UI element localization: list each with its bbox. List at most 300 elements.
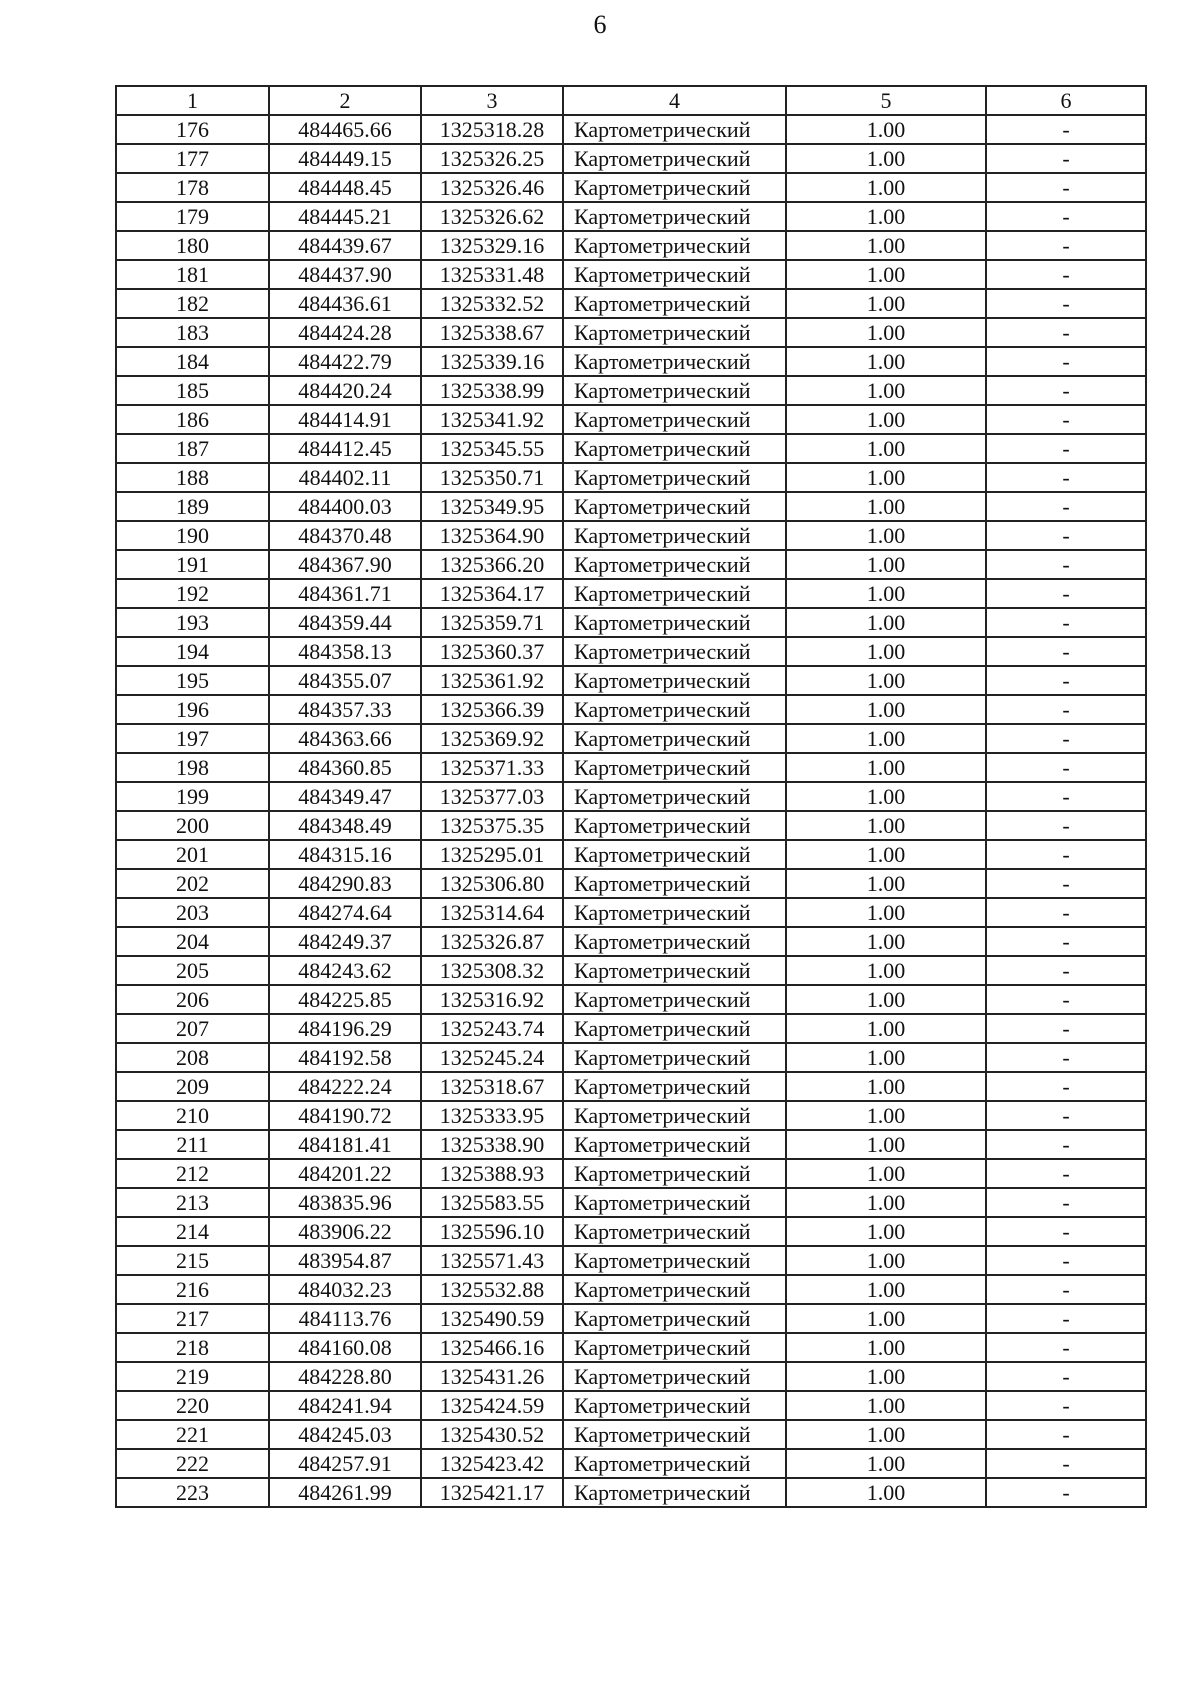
cell-x-coordinate: 484359.44 — [269, 608, 421, 637]
cell-method: Картометрический — [563, 579, 786, 608]
cell-y-coordinate: 1325345.55 — [421, 434, 563, 463]
cell-x-coordinate: 484367.90 — [269, 550, 421, 579]
cell-method: Картометрический — [563, 289, 786, 318]
cell-accuracy: 1.00 — [786, 492, 986, 521]
cell-method: Картометрический — [563, 347, 786, 376]
table-row — [116, 753, 1146, 782]
cell-x-coordinate: 484445.21 — [269, 202, 421, 231]
cell-method: Картометрический — [563, 1478, 786, 1507]
table-row — [116, 666, 1146, 695]
cell-point-number: 198 — [116, 753, 269, 782]
cell-method: Картометрический — [563, 1391, 786, 1420]
cell-method: Картометрический — [563, 1130, 786, 1159]
table-row — [116, 869, 1146, 898]
cell-y-coordinate: 1325318.67 — [421, 1072, 563, 1101]
cell-x-coordinate: 484449.15 — [269, 144, 421, 173]
cell-accuracy: 1.00 — [786, 1130, 986, 1159]
cell-y-coordinate: 1325341.92 — [421, 405, 563, 434]
table-row — [116, 637, 1146, 666]
cell-accuracy: 1.00 — [786, 637, 986, 666]
cell-point-number: 206 — [116, 985, 269, 1014]
cell-accuracy: 1.00 — [786, 289, 986, 318]
cell-y-coordinate: 1325326.46 — [421, 173, 563, 202]
cell-point-number: 185 — [116, 376, 269, 405]
cell-y-coordinate: 1325329.16 — [421, 231, 563, 260]
table-row — [116, 1246, 1146, 1275]
table-row — [116, 376, 1146, 405]
cell-point-number: 217 — [116, 1304, 269, 1333]
cell-note: - — [986, 1043, 1146, 1072]
cell-x-coordinate: 484414.91 — [269, 405, 421, 434]
table-row — [116, 347, 1146, 376]
cell-accuracy: 1.00 — [786, 260, 986, 289]
cell-accuracy: 1.00 — [786, 115, 986, 144]
table-row — [116, 1014, 1146, 1043]
cell-method: Картометрический — [563, 1217, 786, 1246]
cell-note: - — [986, 608, 1146, 637]
cell-y-coordinate: 1325245.24 — [421, 1043, 563, 1072]
cell-note: - — [986, 782, 1146, 811]
cell-method: Картометрический — [563, 173, 786, 202]
cell-x-coordinate: 484439.67 — [269, 231, 421, 260]
cell-note: - — [986, 637, 1146, 666]
cell-method: Картометрический — [563, 1188, 786, 1217]
cell-note: - — [986, 985, 1146, 1014]
cell-y-coordinate: 1325361.92 — [421, 666, 563, 695]
cell-note: - — [986, 173, 1146, 202]
cell-point-number: 191 — [116, 550, 269, 579]
cell-point-number: 216 — [116, 1275, 269, 1304]
table-row — [116, 289, 1146, 318]
cell-y-coordinate: 1325532.88 — [421, 1275, 563, 1304]
cell-accuracy: 1.00 — [786, 1246, 986, 1275]
cell-method: Картометрический — [563, 666, 786, 695]
cell-y-coordinate: 1325377.03 — [421, 782, 563, 811]
cell-accuracy: 1.00 — [786, 1217, 986, 1246]
table-row — [116, 1217, 1146, 1246]
table-row — [116, 608, 1146, 637]
cell-note: - — [986, 1304, 1146, 1333]
cell-x-coordinate: 484465.66 — [269, 115, 421, 144]
cell-note: - — [986, 376, 1146, 405]
cell-point-number: 212 — [116, 1159, 269, 1188]
cell-x-coordinate: 484349.47 — [269, 782, 421, 811]
cell-method: Картометрический — [563, 144, 786, 173]
header-cell-2: 2 — [269, 86, 421, 115]
cell-x-coordinate: 484222.24 — [269, 1072, 421, 1101]
cell-note: - — [986, 1333, 1146, 1362]
cell-accuracy: 1.00 — [786, 840, 986, 869]
cell-note: - — [986, 550, 1146, 579]
cell-method: Картометрический — [563, 376, 786, 405]
cell-x-coordinate: 484190.72 — [269, 1101, 421, 1130]
table-row — [116, 318, 1146, 347]
cell-accuracy: 1.00 — [786, 695, 986, 724]
cell-x-coordinate: 484228.80 — [269, 1362, 421, 1391]
cell-accuracy: 1.00 — [786, 1188, 986, 1217]
cell-point-number: 221 — [116, 1420, 269, 1449]
cell-method: Картометрический — [563, 405, 786, 434]
cell-point-number: 201 — [116, 840, 269, 869]
cell-y-coordinate: 1325318.28 — [421, 115, 563, 144]
cell-note: - — [986, 666, 1146, 695]
cell-x-coordinate: 484436.61 — [269, 289, 421, 318]
cell-y-coordinate: 1325339.16 — [421, 347, 563, 376]
cell-note: - — [986, 202, 1146, 231]
cell-y-coordinate: 1325306.80 — [421, 869, 563, 898]
cell-accuracy: 1.00 — [786, 608, 986, 637]
header-cell-1: 1 — [116, 86, 269, 115]
cell-accuracy: 1.00 — [786, 1420, 986, 1449]
table-row — [116, 1072, 1146, 1101]
cell-y-coordinate: 1325331.48 — [421, 260, 563, 289]
cell-accuracy: 1.00 — [786, 376, 986, 405]
cell-point-number: 183 — [116, 318, 269, 347]
cell-method: Картометрический — [563, 1362, 786, 1391]
cell-point-number: 211 — [116, 1130, 269, 1159]
cell-accuracy: 1.00 — [786, 753, 986, 782]
cell-x-coordinate: 484424.28 — [269, 318, 421, 347]
cell-y-coordinate: 1325326.25 — [421, 144, 563, 173]
page-number: 6 — [593, 10, 607, 39]
cell-note: - — [986, 260, 1146, 289]
cell-x-coordinate: 484160.08 — [269, 1333, 421, 1362]
table-row — [116, 1420, 1146, 1449]
cell-x-coordinate: 484290.83 — [269, 869, 421, 898]
cell-x-coordinate: 484360.85 — [269, 753, 421, 782]
cell-x-coordinate: 484355.07 — [269, 666, 421, 695]
cell-point-number: 207 — [116, 1014, 269, 1043]
cell-method: Картометрический — [563, 260, 786, 289]
cell-x-coordinate: 484412.45 — [269, 434, 421, 463]
table-header — [116, 86, 1146, 115]
cell-x-coordinate: 483835.96 — [269, 1188, 421, 1217]
cell-method: Картометрический — [563, 1304, 786, 1333]
coordinates-table — [115, 85, 1147, 1508]
cell-method: Картометрический — [563, 1420, 786, 1449]
cell-note: - — [986, 492, 1146, 521]
table-row — [116, 579, 1146, 608]
table-row — [116, 985, 1146, 1014]
cell-note: - — [986, 579, 1146, 608]
cell-accuracy: 1.00 — [786, 144, 986, 173]
cell-point-number: 180 — [116, 231, 269, 260]
cell-method: Картометрический — [563, 811, 786, 840]
cell-x-coordinate: 484241.94 — [269, 1391, 421, 1420]
cell-note: - — [986, 405, 1146, 434]
cell-method: Картометрический — [563, 840, 786, 869]
cell-accuracy: 1.00 — [786, 550, 986, 579]
cell-point-number: 178 — [116, 173, 269, 202]
table-row — [116, 434, 1146, 463]
cell-y-coordinate: 1325338.67 — [421, 318, 563, 347]
header-row — [116, 86, 1146, 115]
cell-y-coordinate: 1325490.59 — [421, 1304, 563, 1333]
cell-y-coordinate: 1325295.01 — [421, 840, 563, 869]
cell-method: Картометрический — [563, 1043, 786, 1072]
table-row — [116, 840, 1146, 869]
cell-y-coordinate: 1325596.10 — [421, 1217, 563, 1246]
cell-y-coordinate: 1325421.17 — [421, 1478, 563, 1507]
cell-point-number: 194 — [116, 637, 269, 666]
cell-method: Картометрический — [563, 521, 786, 550]
cell-y-coordinate: 1325243.74 — [421, 1014, 563, 1043]
table-body — [116, 115, 1146, 1507]
cell-x-coordinate: 483906.22 — [269, 1217, 421, 1246]
cell-method: Картометрический — [563, 1246, 786, 1275]
cell-y-coordinate: 1325359.71 — [421, 608, 563, 637]
cell-x-coordinate: 484225.85 — [269, 985, 421, 1014]
cell-y-coordinate: 1325388.93 — [421, 1159, 563, 1188]
cell-method: Картометрический — [563, 927, 786, 956]
header-cell-6: 6 — [986, 86, 1146, 115]
cell-note: - — [986, 724, 1146, 753]
table-row — [116, 695, 1146, 724]
cell-y-coordinate: 1325338.99 — [421, 376, 563, 405]
cell-note: - — [986, 1449, 1146, 1478]
cell-x-coordinate: 484243.62 — [269, 956, 421, 985]
cell-method: Картометрический — [563, 608, 786, 637]
table-row — [116, 956, 1146, 985]
cell-y-coordinate: 1325364.90 — [421, 521, 563, 550]
cell-x-coordinate: 484196.29 — [269, 1014, 421, 1043]
cell-y-coordinate: 1325583.55 — [421, 1188, 563, 1217]
table-row — [116, 1043, 1146, 1072]
cell-y-coordinate: 1325360.37 — [421, 637, 563, 666]
cell-accuracy: 1.00 — [786, 898, 986, 927]
cell-note: - — [986, 1014, 1146, 1043]
cell-point-number: 200 — [116, 811, 269, 840]
cell-note: - — [986, 521, 1146, 550]
cell-note: - — [986, 840, 1146, 869]
cell-point-number: 196 — [116, 695, 269, 724]
cell-method: Картометрический — [563, 1072, 786, 1101]
cell-point-number: 208 — [116, 1043, 269, 1072]
cell-note: - — [986, 347, 1146, 376]
cell-method: Картометрический — [563, 115, 786, 144]
cell-accuracy: 1.00 — [786, 579, 986, 608]
cell-point-number: 189 — [116, 492, 269, 521]
cell-y-coordinate: 1325308.32 — [421, 956, 563, 985]
cell-y-coordinate: 1325431.26 — [421, 1362, 563, 1391]
cell-point-number: 195 — [116, 666, 269, 695]
cell-y-coordinate: 1325333.95 — [421, 1101, 563, 1130]
cell-point-number: 203 — [116, 898, 269, 927]
cell-x-coordinate: 484274.64 — [269, 898, 421, 927]
cell-note: - — [986, 1478, 1146, 1507]
table-row — [116, 405, 1146, 434]
cell-note: - — [986, 1391, 1146, 1420]
cell-y-coordinate: 1325366.20 — [421, 550, 563, 579]
cell-y-coordinate: 1325371.33 — [421, 753, 563, 782]
header-cell-3: 3 — [421, 86, 563, 115]
cell-y-coordinate: 1325366.39 — [421, 695, 563, 724]
cell-point-number: 176 — [116, 115, 269, 144]
cell-x-coordinate: 484402.11 — [269, 463, 421, 492]
cell-method: Картометрический — [563, 956, 786, 985]
table-row — [116, 927, 1146, 956]
cell-note: - — [986, 695, 1146, 724]
table-row — [116, 724, 1146, 753]
cell-method: Картометрический — [563, 985, 786, 1014]
cell-note: - — [986, 289, 1146, 318]
cell-method: Картометрический — [563, 1101, 786, 1130]
cell-y-coordinate: 1325326.87 — [421, 927, 563, 956]
table-row — [116, 1275, 1146, 1304]
cell-x-coordinate: 484361.71 — [269, 579, 421, 608]
cell-note: - — [986, 434, 1146, 463]
cell-x-coordinate: 484422.79 — [269, 347, 421, 376]
cell-accuracy: 1.00 — [786, 1478, 986, 1507]
cell-point-number: 199 — [116, 782, 269, 811]
cell-note: - — [986, 1159, 1146, 1188]
cell-point-number: 204 — [116, 927, 269, 956]
table-row — [116, 260, 1146, 289]
cell-note: - — [986, 1101, 1146, 1130]
cell-y-coordinate: 1325350.71 — [421, 463, 563, 492]
cell-method: Картометрический — [563, 1159, 786, 1188]
cell-x-coordinate: 484261.99 — [269, 1478, 421, 1507]
cell-x-coordinate: 484192.58 — [269, 1043, 421, 1072]
cell-y-coordinate: 1325338.90 — [421, 1130, 563, 1159]
table-row — [116, 521, 1146, 550]
table-row — [116, 1130, 1146, 1159]
cell-method: Картометрический — [563, 434, 786, 463]
cell-point-number: 202 — [116, 869, 269, 898]
table-row — [116, 898, 1146, 927]
cell-accuracy: 1.00 — [786, 231, 986, 260]
cell-accuracy: 1.00 — [786, 318, 986, 347]
cell-accuracy: 1.00 — [786, 1391, 986, 1420]
table-row — [116, 1362, 1146, 1391]
cell-note: - — [986, 318, 1146, 347]
cell-method: Картометрический — [563, 1333, 786, 1362]
cell-point-number: 177 — [116, 144, 269, 173]
cell-point-number: 209 — [116, 1072, 269, 1101]
header-cell-5: 5 — [786, 86, 986, 115]
cell-note: - — [986, 1275, 1146, 1304]
cell-x-coordinate: 484358.13 — [269, 637, 421, 666]
cell-point-number: 222 — [116, 1449, 269, 1478]
table-row — [116, 811, 1146, 840]
table-row — [116, 1101, 1146, 1130]
cell-x-coordinate: 484201.22 — [269, 1159, 421, 1188]
cell-x-coordinate: 484363.66 — [269, 724, 421, 753]
cell-point-number: 197 — [116, 724, 269, 753]
cell-point-number: 219 — [116, 1362, 269, 1391]
cell-note: - — [986, 144, 1146, 173]
cell-x-coordinate: 483954.87 — [269, 1246, 421, 1275]
cell-method: Картометрический — [563, 695, 786, 724]
cell-x-coordinate: 484420.24 — [269, 376, 421, 405]
cell-note: - — [986, 898, 1146, 927]
cell-method: Картометрический — [563, 463, 786, 492]
table-row — [116, 1304, 1146, 1333]
table-row — [116, 115, 1146, 144]
cell-note: - — [986, 956, 1146, 985]
cell-note: - — [986, 231, 1146, 260]
cell-point-number: 218 — [116, 1333, 269, 1362]
cell-y-coordinate: 1325424.59 — [421, 1391, 563, 1420]
cell-method: Картометрический — [563, 753, 786, 782]
cell-point-number: 186 — [116, 405, 269, 434]
cell-note: - — [986, 811, 1146, 840]
cell-point-number: 182 — [116, 289, 269, 318]
table-row — [116, 782, 1146, 811]
cell-y-coordinate: 1325430.52 — [421, 1420, 563, 1449]
table-row — [116, 1391, 1146, 1420]
cell-note: - — [986, 1217, 1146, 1246]
table-row — [116, 202, 1146, 231]
cell-point-number: 192 — [116, 579, 269, 608]
cell-note: - — [986, 1246, 1146, 1275]
cell-y-coordinate: 1325423.42 — [421, 1449, 563, 1478]
table-row — [116, 1333, 1146, 1362]
header-cell-4: 4 — [563, 86, 786, 115]
table-row — [116, 1478, 1146, 1507]
cell-accuracy: 1.00 — [786, 347, 986, 376]
cell-method: Картометрический — [563, 1449, 786, 1478]
cell-accuracy: 1.00 — [786, 1449, 986, 1478]
cell-accuracy: 1.00 — [786, 1101, 986, 1130]
cell-x-coordinate: 484437.90 — [269, 260, 421, 289]
cell-x-coordinate: 484370.48 — [269, 521, 421, 550]
cell-point-number: 188 — [116, 463, 269, 492]
cell-accuracy: 1.00 — [786, 463, 986, 492]
cell-point-number: 179 — [116, 202, 269, 231]
cell-note: - — [986, 1072, 1146, 1101]
cell-y-coordinate: 1325349.95 — [421, 492, 563, 521]
cell-accuracy: 1.00 — [786, 1159, 986, 1188]
cell-accuracy: 1.00 — [786, 173, 986, 202]
cell-method: Картометрический — [563, 550, 786, 579]
cell-method: Картометрический — [563, 1275, 786, 1304]
cell-x-coordinate: 484357.33 — [269, 695, 421, 724]
cell-note: - — [986, 869, 1146, 898]
cell-x-coordinate: 484257.91 — [269, 1449, 421, 1478]
cell-y-coordinate: 1325316.92 — [421, 985, 563, 1014]
cell-accuracy: 1.00 — [786, 782, 986, 811]
cell-x-coordinate: 484032.23 — [269, 1275, 421, 1304]
cell-x-coordinate: 484113.76 — [269, 1304, 421, 1333]
cell-accuracy: 1.00 — [786, 405, 986, 434]
cell-accuracy: 1.00 — [786, 869, 986, 898]
cell-accuracy: 1.00 — [786, 434, 986, 463]
cell-accuracy: 1.00 — [786, 521, 986, 550]
cell-note: - — [986, 1362, 1146, 1391]
cell-point-number: 220 — [116, 1391, 269, 1420]
cell-accuracy: 1.00 — [786, 1072, 986, 1101]
cell-accuracy: 1.00 — [786, 1362, 986, 1391]
table-row — [116, 144, 1146, 173]
cell-y-coordinate: 1325375.35 — [421, 811, 563, 840]
cell-y-coordinate: 1325332.52 — [421, 289, 563, 318]
cell-accuracy: 1.00 — [786, 1304, 986, 1333]
cell-method: Картометрический — [563, 231, 786, 260]
cell-accuracy: 1.00 — [786, 956, 986, 985]
cell-point-number: 190 — [116, 521, 269, 550]
cell-method: Картометрический — [563, 869, 786, 898]
cell-y-coordinate: 1325314.64 — [421, 898, 563, 927]
cell-note: - — [986, 927, 1146, 956]
cell-note: - — [986, 1420, 1146, 1449]
cell-point-number: 213 — [116, 1188, 269, 1217]
cell-accuracy: 1.00 — [786, 927, 986, 956]
cell-x-coordinate: 484315.16 — [269, 840, 421, 869]
cell-accuracy: 1.00 — [786, 1014, 986, 1043]
cell-y-coordinate: 1325326.62 — [421, 202, 563, 231]
cell-point-number: 214 — [116, 1217, 269, 1246]
